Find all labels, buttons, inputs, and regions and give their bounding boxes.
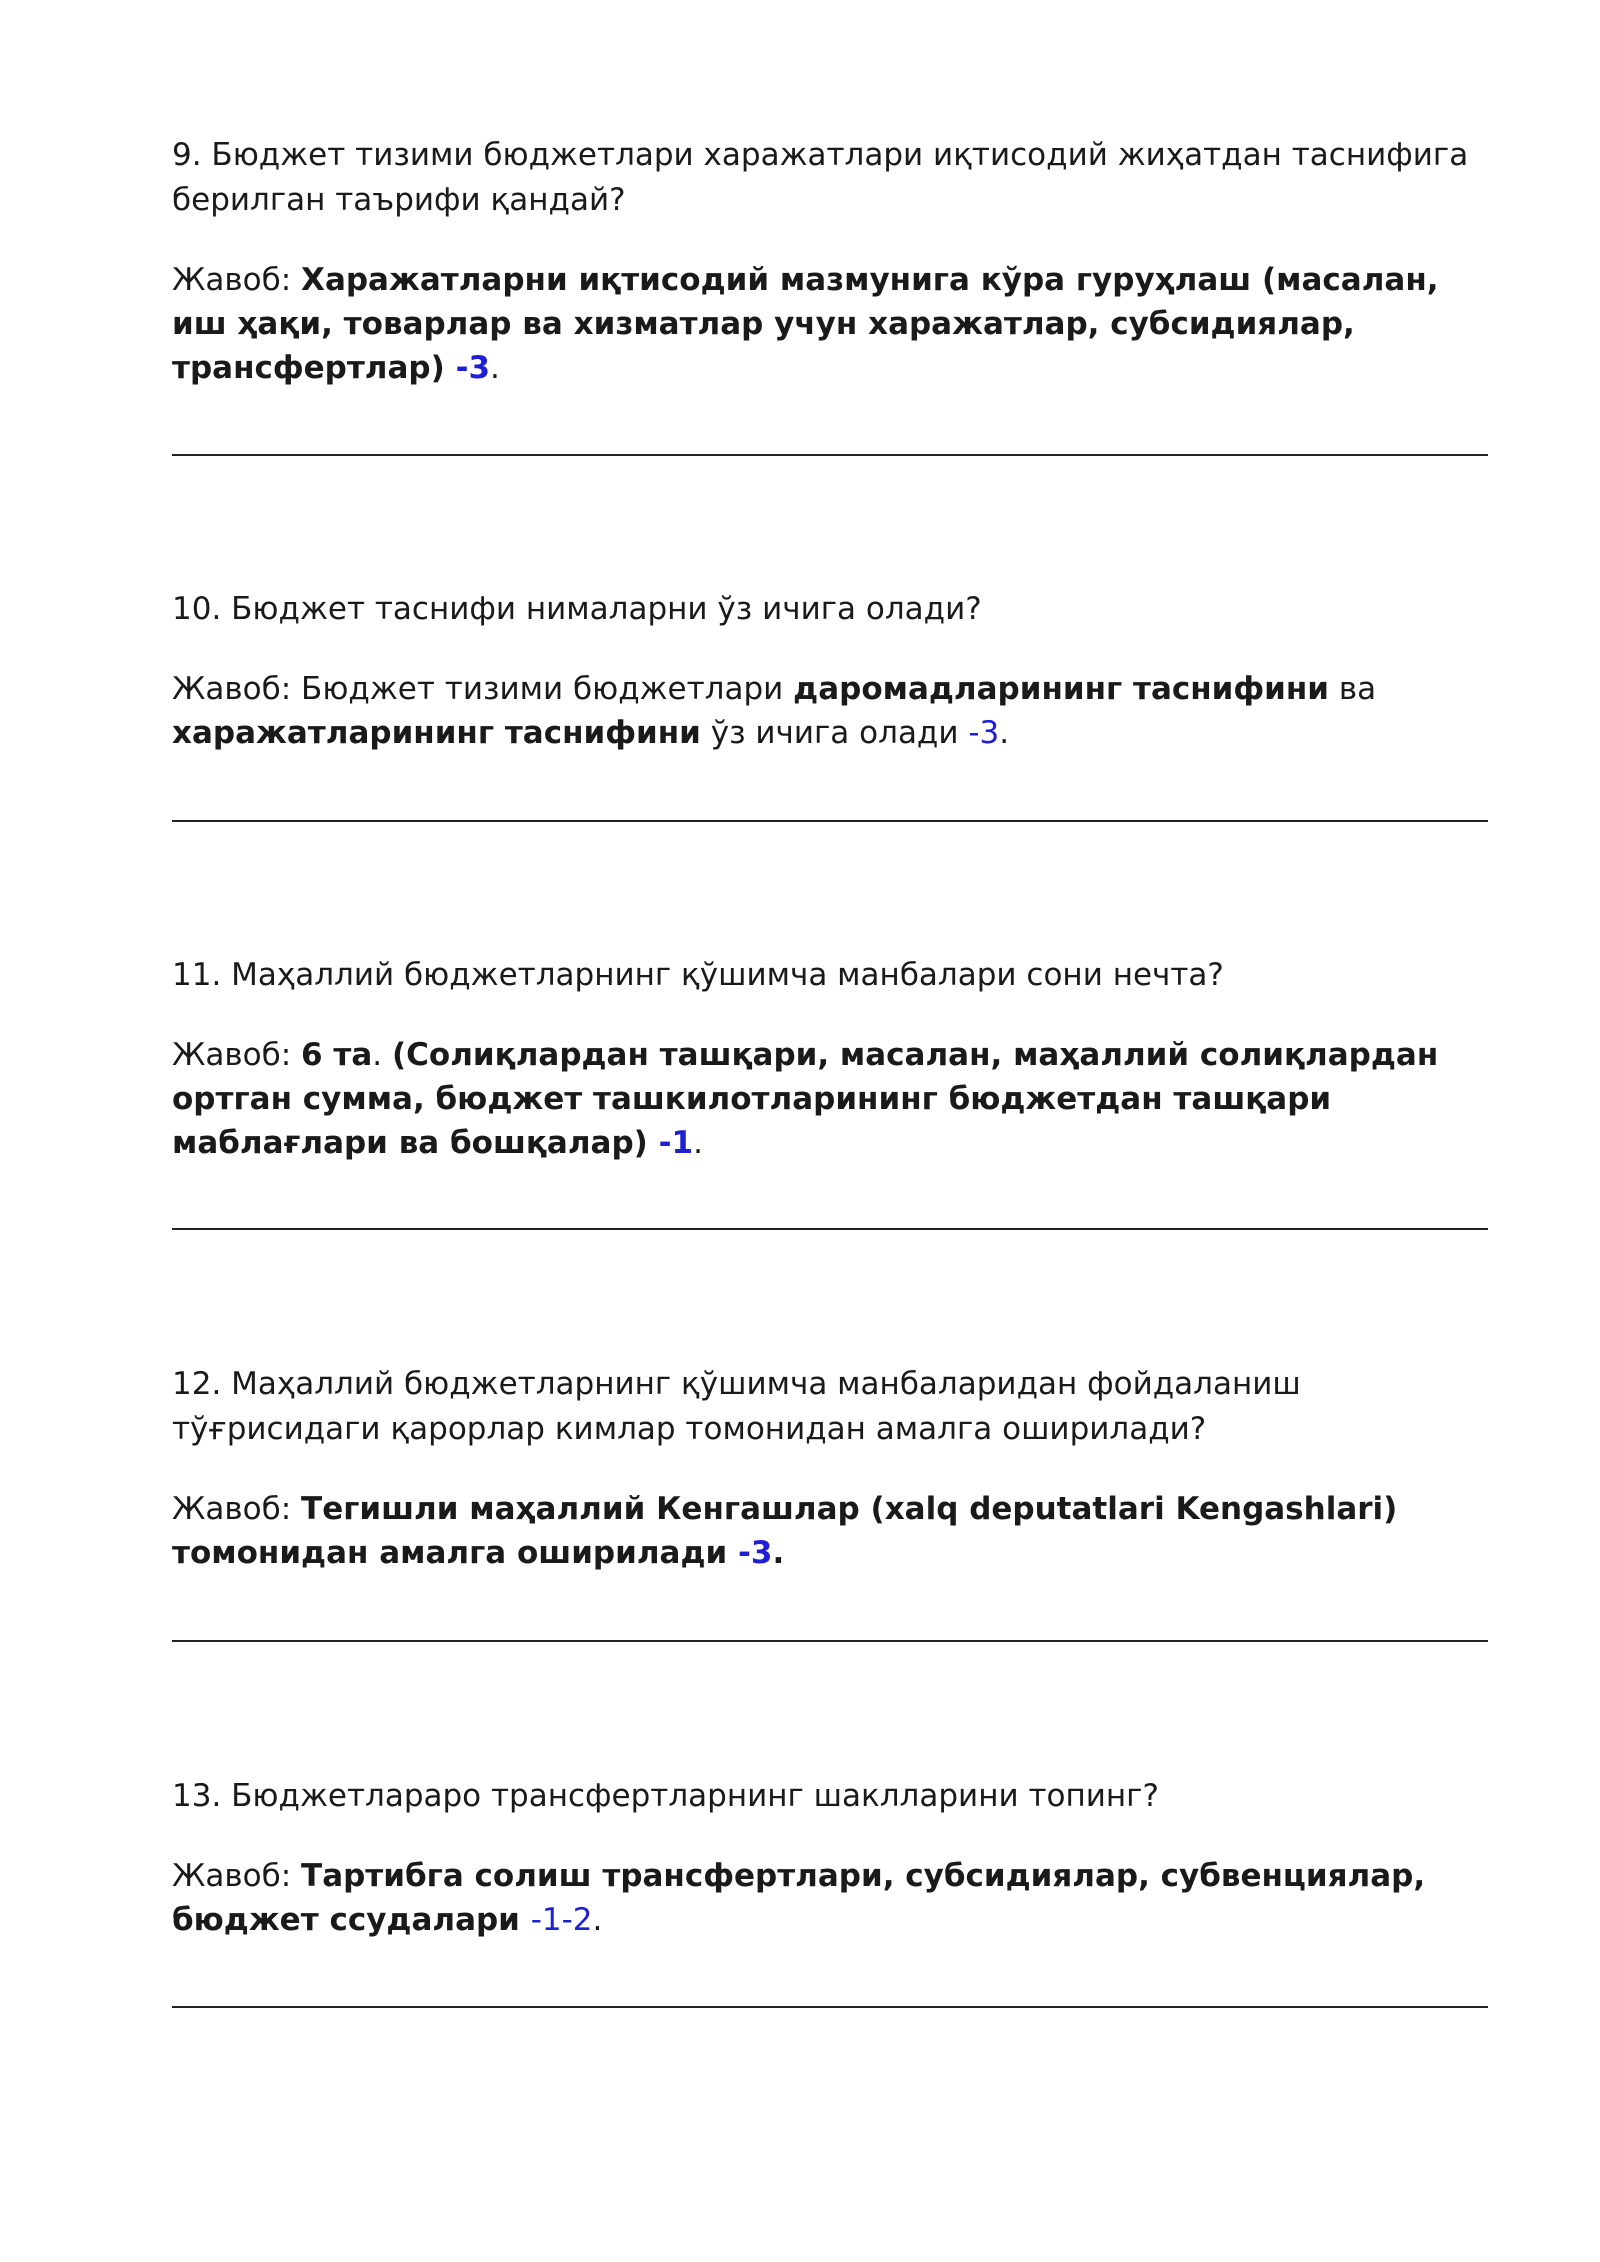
divider-line	[172, 1228, 1488, 1230]
question-12: 12. Маҳаллий бюджетларнинг қўшимча манбаларидан фойдаланиш тўғрисидаги қарорлар кимлар томонидан амалга оширилади?	[172, 1366, 1301, 1447]
answer-label: Жавоб:	[172, 1491, 302, 1527]
answer-text: ва	[1329, 671, 1377, 707]
answer-12	[172, 1487, 1488, 1575]
answer-bold-text: харажатларининг таснифини	[172, 715, 701, 751]
answer-text: ўз ичига олади	[700, 715, 969, 751]
answer-reference: -3	[738, 1535, 773, 1571]
answer-label: Жавоб:	[172, 671, 302, 707]
qa-item-13	[172, 1774, 1488, 1942]
answer-end: .	[772, 1535, 785, 1571]
divider-line	[172, 454, 1488, 456]
answer-bold-text: Харажатларни иқтисодий мазмунига кўра гуруҳлаш (масалан, иш ҳақи, товарлар ва хизматлар учун харажатлар, субсидиялар, трансфертлар)	[172, 262, 1439, 386]
answer-end: .	[693, 1125, 703, 1161]
answer-reference: -3	[455, 350, 491, 386]
answer-label: Жавоб:	[172, 1037, 302, 1073]
divider-line	[172, 2006, 1488, 2008]
answer-13	[172, 1854, 1488, 1942]
question-9: 9. Бюджет тизими бюджетлари харажатлари иқтисодий жиҳатдан таснифига берилган таърифи қандай?	[172, 137, 1469, 218]
qa-item-12	[172, 1362, 1488, 1575]
answer-9	[172, 258, 1488, 390]
answer-reference: -1	[658, 1125, 694, 1161]
question-10: 10. Бюджет таснифи нималарни ўз ичига олади?	[172, 591, 982, 627]
answer-bold-text: даромадларининг таснифини	[793, 671, 1330, 707]
answer-reference: -3	[968, 715, 1000, 751]
qa-item-10	[172, 587, 1488, 755]
answer-text: Бюджет тизими бюджетлари	[301, 671, 794, 707]
divider-line	[172, 820, 1488, 822]
answer-text: .	[372, 1037, 393, 1073]
qa-item-9	[172, 133, 1488, 390]
answer-end: .	[999, 715, 1010, 751]
question-11: 11. Маҳаллий бюджетларнинг қўшимча манбалари сони нечта?	[172, 957, 1224, 993]
answer-10	[172, 667, 1488, 755]
answer-bold-text: Тартибга солиш трансфертлари, субсидиялар, субвенциялар, бюджет ссудалари	[172, 1858, 1426, 1938]
divider-line	[172, 1640, 1488, 1642]
answer-bold-text: (Солиқлардан ташқари, масалан, маҳаллий солиқлардан ортган сумма, бюджет ташкилотларининг бюджетдан ташқари маблағлари ва бошқалар)	[172, 1037, 1439, 1161]
answer-end: .	[490, 350, 500, 386]
answer-label: Жавоб:	[172, 262, 302, 298]
answer-end: .	[592, 1902, 603, 1938]
qa-item-11	[172, 953, 1488, 1165]
answer-bold-text: 6 та	[301, 1037, 373, 1073]
answer-bold-text: Тегишли маҳаллий Кенгашлар (xalq deputatlari Kengashlari) томонидан амалга оширилади	[172, 1491, 1398, 1571]
question-13: 13. Бюджетлараро трансфертларнинг шаклларини топинг?	[172, 1778, 1159, 1814]
answer-label: Жавоб:	[172, 1858, 302, 1894]
answer-reference: -1-2	[530, 1902, 593, 1938]
answer-11	[172, 1033, 1488, 1165]
